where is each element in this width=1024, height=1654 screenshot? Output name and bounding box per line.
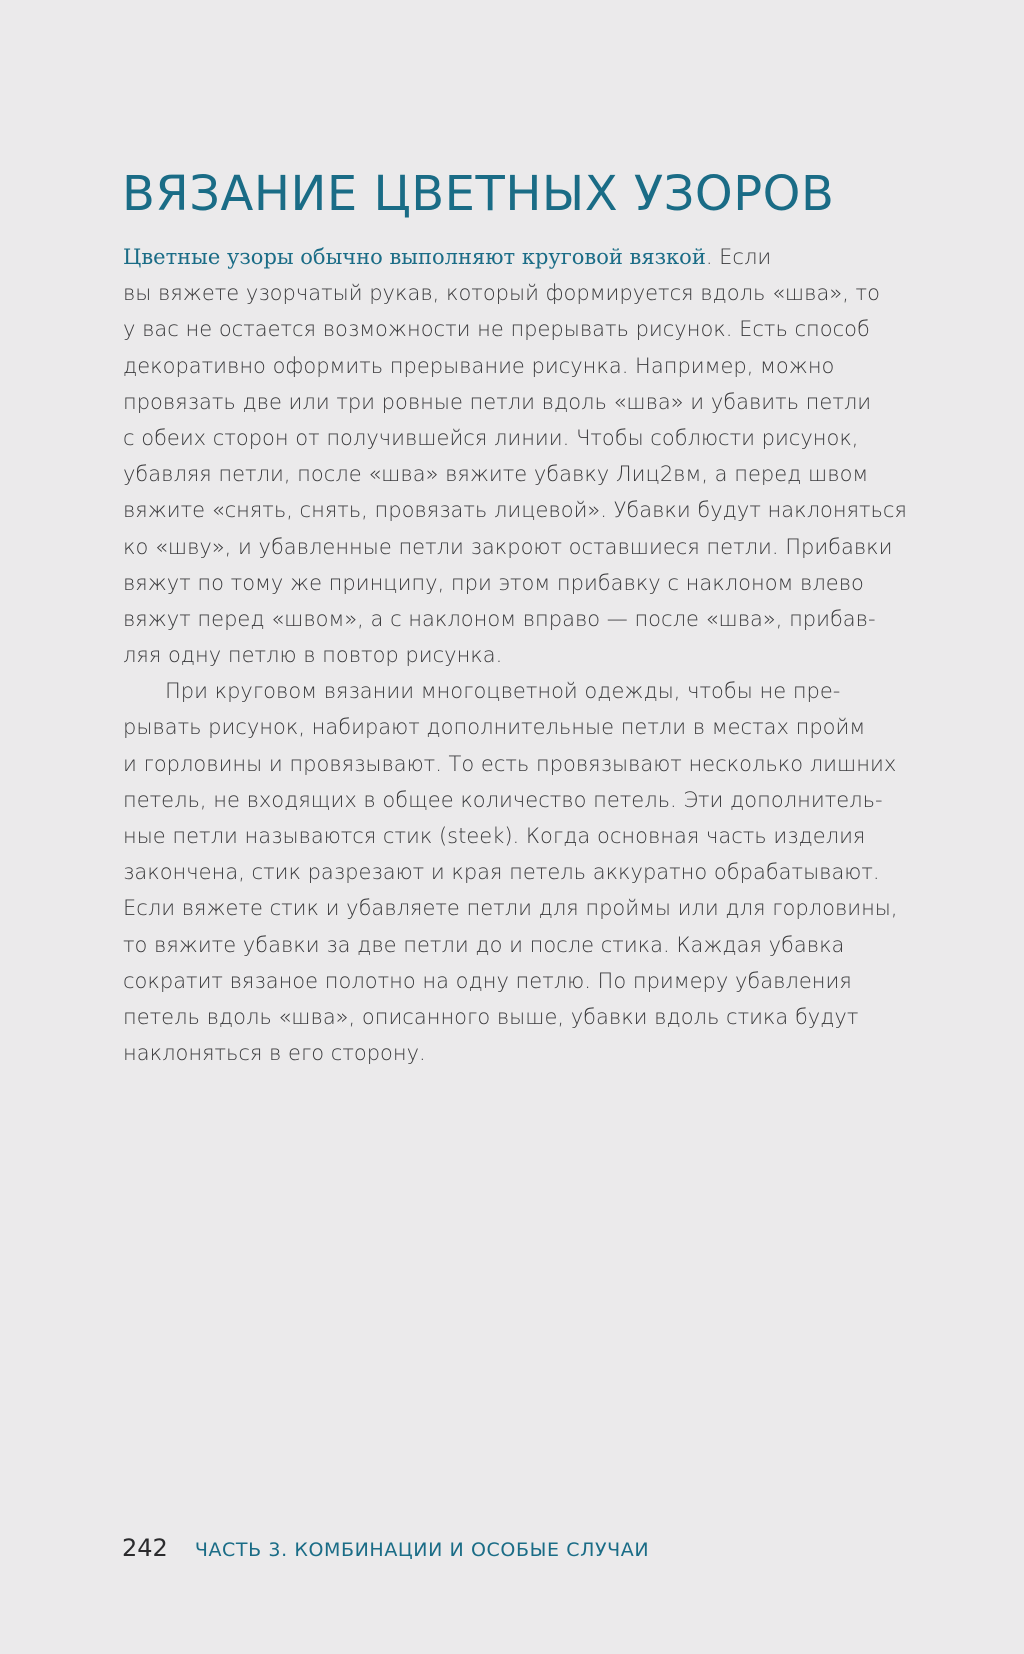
page-title: ВЯЗАНИЕ ЦВЕТНЫХ УЗОРОВ — [122, 166, 835, 222]
text-line: с обеих сторон от получившейся линии. Чтобы соблюсти рисунок, — [123, 425, 859, 450]
text-line: у вас не остается возможности не прерывать рисунок. Есть способ — [123, 317, 870, 342]
paragraph-1 — [123, 239, 907, 673]
text-line: и горловины и провязывают. То есть провязывают несколько лишних — [123, 751, 897, 776]
text-line: ко «шву», и убавленные петли закроют оставшиеся петли. Прибавки — [123, 534, 893, 559]
text-line-fragment: . Если — [705, 245, 772, 269]
text-line: вы вяжете узорчатый рукав, который формируется вдоль «шва», то — [123, 281, 880, 306]
text-line — [123, 239, 893, 275]
page-number: 242 — [122, 1534, 168, 1562]
text-line: сократит вязаное полотно на одну петлю. По примеру убавления — [123, 968, 852, 993]
text-line: декоративно оформить прерывание рисунка. Например, можно — [123, 353, 835, 378]
text-line: петель, не входящих в общее количество петель. Эти дополнитель- — [123, 787, 883, 812]
text-line: рывать рисунок, набирают дополнительные петли в местах пройм — [123, 715, 866, 740]
text-line: то вяжите убавки за две петли до и после стика. Каждая убавка — [123, 932, 845, 957]
body-text — [123, 239, 907, 1071]
running-title: ЧАСТЬ 3. КОМБИНАЦИИ И ОСОБЫЕ СЛУЧАИ — [194, 1539, 650, 1561]
text-line: наклоняться в его сторону. — [123, 1041, 426, 1066]
lead-phrase: Цветные узоры обычно выполняют круговой вязкой — [123, 245, 706, 269]
text-line: петель вдоль «шва», описанного выше, убавки вдоль стика будут — [123, 1004, 859, 1029]
text-line: провязать две или три ровные петли вдоль «шва» и убавить петли — [123, 389, 872, 414]
text-line: ные петли называются стик (steek). Когда основная часть изделия — [123, 824, 866, 848]
text-line: Если вяжете стик и убавляете петли для проймы или для горловины, — [123, 896, 898, 921]
text-line: вяжите «снять, снять, провязать лицевой». Убавки будут наклоняться — [123, 498, 907, 523]
text-line: закончена, стик разрезают и края петель аккуратно обрабатывают. — [123, 860, 880, 885]
text-line: вяжут по тому же принципу, при этом прибавку с наклоном влево — [123, 570, 864, 595]
paragraph-2 — [123, 673, 898, 1071]
page-footer — [122, 1534, 649, 1570]
text-line: вяжут перед «швом», а с наклоном вправо — после «шва», прибав- — [123, 606, 876, 631]
text-line: убавляя петли, после «шва» вяжите убавку Лиц2вм, а перед швом — [123, 462, 869, 487]
text-line: ляя одну петлю в повтор рисунка. — [123, 643, 503, 668]
text-line: При круговом вязании многоцветной одежды, чтобы не пре- — [165, 679, 841, 704]
